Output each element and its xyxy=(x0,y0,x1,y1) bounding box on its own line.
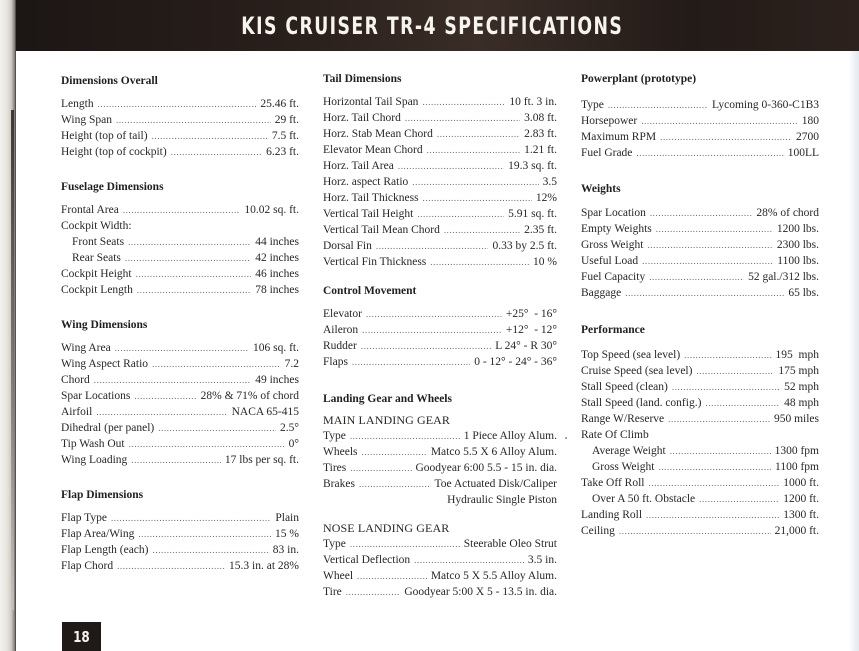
spec-value: 2.5° xyxy=(280,422,299,434)
spec-label: Empty Weights xyxy=(581,223,652,235)
spec-value: 1100 lbs. xyxy=(777,255,819,267)
spec-value: 3.5 in. xyxy=(527,554,557,566)
spec-value: 3.08 ft. xyxy=(524,112,557,124)
spec-label: Maximum RPM xyxy=(581,131,657,143)
spec-row xyxy=(323,110,557,126)
spec-label: Wheels xyxy=(323,446,358,458)
leader-dots xyxy=(350,428,460,444)
spec-row xyxy=(581,285,819,301)
spec-row xyxy=(61,356,299,372)
spec-row xyxy=(323,552,557,568)
spec-row xyxy=(61,526,299,542)
spec-value: 1300 fpm xyxy=(774,445,819,457)
leader-dots xyxy=(650,205,753,221)
spec-value: 950 miles xyxy=(773,413,819,425)
section-title: Wing Dimensions xyxy=(61,319,148,331)
spec-row xyxy=(581,475,819,491)
spec-label: Tire xyxy=(323,586,342,598)
spec-label: Landing Roll xyxy=(581,509,643,521)
leader-dots xyxy=(422,94,505,110)
spec-row xyxy=(581,443,819,459)
leader-dots xyxy=(619,523,771,539)
spec-value: 1000 ft. xyxy=(783,477,819,489)
spec-label: Spar Location xyxy=(581,207,646,219)
spec-label: Tires xyxy=(323,462,347,474)
spec-value: 46 inches xyxy=(255,268,299,280)
spec-row xyxy=(323,206,557,222)
spec-label: Over A 50 ft. Obstacle xyxy=(592,493,696,505)
section-fuselage-dimensions xyxy=(61,180,299,298)
section-title: Landing Gear and Wheels xyxy=(323,393,452,405)
spec-row xyxy=(61,112,299,128)
leader-dots xyxy=(115,340,249,356)
spec-label: Horz. Tail Thickness xyxy=(323,192,419,204)
spec-row xyxy=(61,558,299,574)
leader-dots xyxy=(136,266,252,282)
leader-dots xyxy=(366,306,502,322)
leader-dots xyxy=(361,338,491,354)
section-flap-dimensions xyxy=(61,488,299,574)
leader-dots xyxy=(696,363,774,379)
spec-value: Plain xyxy=(275,512,299,524)
spec-row xyxy=(323,476,557,492)
spec-label: Dorsal Fin xyxy=(323,240,372,252)
spec-row xyxy=(581,129,819,145)
spec-value: 19.3 sq. ft. xyxy=(508,160,557,172)
leader-dots xyxy=(608,97,708,113)
spec-value: 0° xyxy=(288,438,299,450)
spec-value: 7.2 xyxy=(284,358,299,370)
spec-value: Goodyear 6:00 5.5 - 15 in. dia. xyxy=(415,462,557,474)
spec-value: 10.02 sq. ft. xyxy=(244,204,299,216)
spec-label: Fuel Grade xyxy=(581,147,633,159)
spec-label: Horizontal Tail Span xyxy=(323,96,419,108)
leader-dots xyxy=(116,112,271,128)
leader-dots xyxy=(98,96,257,112)
spec-label: Aileron xyxy=(323,324,359,336)
spec-label: Dihedral (per panel) xyxy=(61,422,155,434)
leader-dots xyxy=(625,285,784,301)
spec-label: Take Off Roll xyxy=(581,477,645,489)
spec-value: 2.83 ft. xyxy=(524,128,557,140)
spec-row xyxy=(323,306,557,322)
spec-value: 175 mph xyxy=(778,365,819,377)
spec-value: 48 mph xyxy=(784,397,819,409)
spec-row xyxy=(581,347,819,363)
spec-row xyxy=(581,427,819,443)
spec-label: Length xyxy=(61,98,94,110)
spec-value: 42 inches xyxy=(255,252,299,264)
spec-label: Frontal Area xyxy=(61,204,119,216)
leader-dots xyxy=(670,443,771,459)
leader-dots xyxy=(137,282,251,298)
spec-label: Elevator Mean Chord xyxy=(323,144,423,156)
leader-dots xyxy=(128,234,251,250)
spec-label: Flaps xyxy=(323,356,348,368)
leader-dots xyxy=(642,253,773,269)
spec-label: Type xyxy=(581,99,604,111)
leader-dots xyxy=(430,254,529,270)
leader-dots xyxy=(649,269,744,285)
spec-label: Ceiling xyxy=(581,525,615,537)
spec-value: NACA 65-415 xyxy=(231,406,299,418)
spec-value: 1100 fpm xyxy=(775,461,819,473)
leader-dots xyxy=(444,222,520,238)
spec-value: 6.23 ft. xyxy=(266,146,299,158)
spec-value: Matco 5.5 X 6 Alloy Alum. xyxy=(430,446,557,458)
spec-value: 78 inches xyxy=(255,284,299,296)
leader-dots xyxy=(646,507,779,523)
spec-label: Flap Area/Wing xyxy=(61,528,135,540)
spec-label: Cockpit Width: xyxy=(61,220,132,232)
spec-row xyxy=(61,234,299,250)
spec-row xyxy=(61,340,299,356)
leader-dots xyxy=(357,568,427,584)
leader-dots xyxy=(171,144,262,160)
spec-value: 28% & 71% of chord xyxy=(200,390,299,402)
spec-row xyxy=(61,542,299,558)
spec-value: 29 ft. xyxy=(274,114,299,126)
spec-label: Cockpit Height xyxy=(61,268,132,280)
section-performance xyxy=(581,323,819,539)
leader-dots xyxy=(153,542,269,558)
spec-label: Front Seats xyxy=(72,236,125,248)
spec-label: Horz. Tail Chord xyxy=(323,112,401,124)
spec-value: 106 sq. ft. xyxy=(253,342,299,354)
spec-row xyxy=(61,388,299,404)
section-title: Flap Dimensions xyxy=(61,489,144,501)
spec-label: Horz. Tail Area xyxy=(323,160,394,172)
spec-value: 49 inches xyxy=(255,374,299,386)
section-title: Tail Dimensions xyxy=(323,73,402,85)
spec-value: 17 lbs per sq. ft. xyxy=(224,454,299,466)
spec-label: Stall Speed (land. config.) xyxy=(581,397,702,409)
spec-row xyxy=(61,96,299,112)
spec-row xyxy=(581,97,819,113)
leader-dots xyxy=(414,552,524,568)
spec-label: Airfoil xyxy=(61,406,93,418)
spec-label: Rudder xyxy=(323,340,357,352)
spec-value: 2.35 ft. xyxy=(524,224,557,236)
leader-dots xyxy=(96,404,227,420)
spec-value: 1200 lbs. xyxy=(776,223,819,235)
leader-dots xyxy=(647,237,772,253)
spec-row xyxy=(323,338,557,354)
spec-label: Type xyxy=(323,430,346,442)
spec-row xyxy=(61,218,299,234)
leader-dots xyxy=(359,476,431,492)
spec-value: Goodyear 5:00 X 5 - 13.5 in. dia. xyxy=(404,586,557,598)
spec-label: Average Weight xyxy=(592,445,666,457)
spec-row xyxy=(61,372,299,388)
spec-value: 1200 ft. xyxy=(783,493,819,505)
leader-dots xyxy=(350,536,460,552)
spec-value: Toe Actuated Disk/Caliper xyxy=(434,478,557,490)
spec-row xyxy=(323,190,557,206)
spec-row xyxy=(581,253,819,269)
spec-row xyxy=(581,523,819,539)
spec-label: Baggage xyxy=(581,287,622,299)
leader-dots xyxy=(649,475,780,491)
spec-value: 25.46 ft. xyxy=(260,98,299,110)
spec-row xyxy=(323,142,557,158)
spec-value: L 24° - R 30° xyxy=(495,340,557,352)
spec-value: 1.21 ft. xyxy=(524,144,557,156)
spec-row xyxy=(581,507,819,523)
spec-label: Flap Type xyxy=(61,512,107,524)
subsection-title-main-gear: MAIN LANDING GEAR xyxy=(323,413,451,427)
spec-row xyxy=(61,128,299,144)
spec-label: Wing Aspect Ratio xyxy=(61,358,149,370)
spec-value: Hydraulic Single Piston xyxy=(447,494,557,506)
header-band xyxy=(16,0,859,51)
spec-value: +12° - 12° xyxy=(505,324,557,336)
leader-dots xyxy=(350,460,411,476)
spec-row-continued xyxy=(323,492,557,508)
leader-dots xyxy=(656,221,773,237)
spec-row xyxy=(323,584,557,600)
leader-dots xyxy=(346,584,401,600)
spec-label: Height (top of tail) xyxy=(61,130,148,142)
spec-value: 10 ft. 3 in. xyxy=(509,96,557,108)
spec-row xyxy=(323,126,557,142)
leader-dots xyxy=(437,126,520,142)
spec-label: Top Speed (sea level) xyxy=(581,349,681,361)
spec-row xyxy=(323,254,557,270)
spec-row xyxy=(581,363,819,379)
spec-label: Wing Area xyxy=(61,342,111,354)
spec-row xyxy=(61,404,299,420)
leader-dots xyxy=(134,388,196,404)
spec-row xyxy=(323,444,557,460)
spine-shadow xyxy=(11,110,14,610)
print-speck xyxy=(565,437,567,439)
spec-row xyxy=(61,436,299,452)
page-number: 18 xyxy=(73,627,90,646)
spec-value: 10 % xyxy=(533,256,557,268)
spec-value: 1 Piece Alloy Alum. xyxy=(463,430,557,442)
book-spine xyxy=(0,0,16,651)
spec-label: Stall Speed (clean) xyxy=(581,381,668,393)
spec-row xyxy=(61,452,299,468)
spec-value: 3.5 xyxy=(542,176,557,188)
spec-row xyxy=(323,568,557,584)
spec-label: Horz. aspect Ratio xyxy=(323,176,409,188)
leader-dots xyxy=(117,558,225,574)
section-title: Powerplant (prototype) xyxy=(581,73,697,85)
column-left xyxy=(61,70,299,574)
spec-row xyxy=(581,459,819,475)
spec-label: Gross Weight xyxy=(592,461,655,473)
spec-label: Rate Of Climb xyxy=(581,429,649,441)
section-title: Control Movement xyxy=(323,285,417,297)
spec-row xyxy=(323,158,557,174)
spec-value: 28% of chord xyxy=(756,207,819,219)
spec-value: 100LL xyxy=(787,147,819,159)
spec-value: 15 % xyxy=(275,528,299,540)
leader-dots xyxy=(412,174,538,190)
spec-label: Fuel Capacity xyxy=(581,271,646,283)
leader-dots xyxy=(641,113,798,129)
spec-value: 180 xyxy=(801,115,819,127)
spec-row xyxy=(581,221,819,237)
spec-row xyxy=(581,237,819,253)
spec-value: 83 in. xyxy=(272,544,299,556)
leader-dots xyxy=(658,459,771,475)
spec-value: 195 mph xyxy=(775,349,819,361)
spec-label: Cruise Speed (sea level) xyxy=(581,365,693,377)
spec-label: Flap Length (each) xyxy=(61,544,149,556)
spec-value: 7.5 ft. xyxy=(271,130,299,142)
section-weights xyxy=(581,182,819,301)
spec-value: 15.3 in. at 28% xyxy=(229,560,299,572)
leader-dots xyxy=(376,238,489,254)
section-landing-gear xyxy=(323,392,557,600)
spec-label: Wheel xyxy=(323,570,354,582)
spec-label: Gross Weight xyxy=(581,239,644,251)
leader-dots xyxy=(423,190,532,206)
spec-label: Vertical Tail Mean Chord xyxy=(323,224,440,236)
spec-value: 0.33 by 2.5 ft. xyxy=(492,240,557,252)
spec-label: Chord xyxy=(61,374,90,386)
spec-label: Elevator xyxy=(323,308,362,320)
spec-value: 65 lbs. xyxy=(788,287,819,299)
leader-dots xyxy=(125,250,251,266)
spec-row xyxy=(61,282,299,298)
section-wing-dimensions xyxy=(61,318,299,468)
spec-value: 44 inches xyxy=(255,236,299,248)
spec-value: 21,000 ft. xyxy=(774,525,819,537)
spec-row xyxy=(581,145,819,161)
section-title: Fuselage Dimensions xyxy=(61,181,164,193)
section-control-movement xyxy=(323,284,557,370)
leader-dots xyxy=(158,420,276,436)
spec-value: 52 gal./312 lbs. xyxy=(748,271,819,283)
leader-dots xyxy=(94,372,251,388)
spec-row xyxy=(581,411,819,427)
spec-row xyxy=(61,202,299,218)
spec-value: 0 - 12° - 24° - 36° xyxy=(474,356,557,368)
leader-dots xyxy=(152,356,281,372)
spec-row xyxy=(323,94,557,110)
leader-dots xyxy=(405,110,520,126)
leader-dots xyxy=(672,379,780,395)
subsection-title-nose-gear: NOSE LANDING GEAR xyxy=(323,521,450,535)
spec-row xyxy=(581,269,819,285)
spec-row xyxy=(581,395,819,411)
section-tail-dimensions xyxy=(323,72,557,270)
spec-row xyxy=(61,420,299,436)
spec-row xyxy=(581,491,819,507)
spec-label: Range W/Reserve xyxy=(581,413,665,425)
spec-value: 52 mph xyxy=(784,381,819,393)
leader-dots xyxy=(668,411,770,427)
spec-row xyxy=(61,250,299,266)
spec-row xyxy=(581,113,819,129)
spec-row xyxy=(581,205,819,221)
leader-dots xyxy=(660,129,792,145)
leader-dots xyxy=(361,444,426,460)
leader-dots xyxy=(398,158,504,174)
section-powerplant xyxy=(581,72,819,161)
page-title: KIS CRUISER TR-4 SPECIFICATIONS xyxy=(241,11,624,40)
spec-row xyxy=(323,322,557,338)
spec-value: 1300 ft. xyxy=(783,509,819,521)
spec-row xyxy=(323,238,557,254)
leader-dots xyxy=(684,347,771,363)
spec-value: 2700 xyxy=(796,131,819,143)
spec-value: Matco 5 X 5.5 Alloy Alum. xyxy=(430,570,557,582)
section-title: Weights xyxy=(581,183,621,195)
spec-row xyxy=(323,174,557,190)
leader-dots xyxy=(417,206,504,222)
leader-dots xyxy=(636,145,783,161)
spec-label: Wing Loading xyxy=(61,454,128,466)
spec-row xyxy=(61,144,299,160)
spec-value: 5.91 sq. ft. xyxy=(508,208,557,220)
leader-dots xyxy=(111,510,271,526)
spec-label: Type xyxy=(323,538,346,550)
spec-label: Vertical Fin Thickness xyxy=(323,256,427,268)
spec-value: +25° - 16° xyxy=(505,308,557,320)
leader-dots xyxy=(138,526,271,542)
spec-label: Rear Seats xyxy=(72,252,121,264)
section-title: Dimensions Overall xyxy=(61,75,158,87)
leader-dots xyxy=(427,142,520,158)
leader-dots xyxy=(131,452,221,468)
spec-label: Horsepower xyxy=(581,115,638,127)
leader-dots xyxy=(352,354,470,370)
spec-label: Tip Wash Out xyxy=(61,438,125,450)
spec-label: Useful Load xyxy=(581,255,639,267)
spec-row xyxy=(323,460,557,476)
column-right xyxy=(581,70,819,539)
spec-row xyxy=(323,222,557,238)
page-number-badge xyxy=(62,622,101,651)
spec-label: Vertical Tail Height xyxy=(323,208,414,220)
spec-value: 2300 lbs. xyxy=(776,239,819,251)
spec-row xyxy=(323,354,557,370)
spec-label: Brakes xyxy=(323,478,355,490)
spec-label: Vertical Deflection xyxy=(323,554,411,566)
spec-row xyxy=(323,428,557,444)
leader-dots xyxy=(699,491,779,507)
leader-dots xyxy=(705,395,780,411)
spec-value: 12% xyxy=(535,192,557,204)
leader-dots xyxy=(152,128,268,144)
spec-label: Horz. Stab Mean Chord xyxy=(323,128,433,140)
leader-dots xyxy=(129,436,285,452)
spec-label: Height (top of cockpit) xyxy=(61,146,167,158)
spec-row xyxy=(61,510,299,526)
leader-dots xyxy=(362,322,502,338)
spec-value: Steerable Oleo Strut xyxy=(463,538,557,550)
spec-label: Cockpit Length xyxy=(61,284,133,296)
spec-label: Flap Chord xyxy=(61,560,114,572)
spec-row xyxy=(323,536,557,552)
section-title: Performance xyxy=(581,324,645,336)
leader-dots xyxy=(123,202,241,218)
page-edge xyxy=(849,0,859,651)
spec-row xyxy=(61,266,299,282)
spec-label: Spar Locations xyxy=(61,390,131,402)
spec-value: Lycoming 0-360-C1B3 xyxy=(711,99,819,111)
column-middle xyxy=(323,70,557,600)
spec-label: Wing Span xyxy=(61,114,112,126)
section-dimensions-overall xyxy=(61,74,299,160)
spec-row xyxy=(581,379,819,395)
